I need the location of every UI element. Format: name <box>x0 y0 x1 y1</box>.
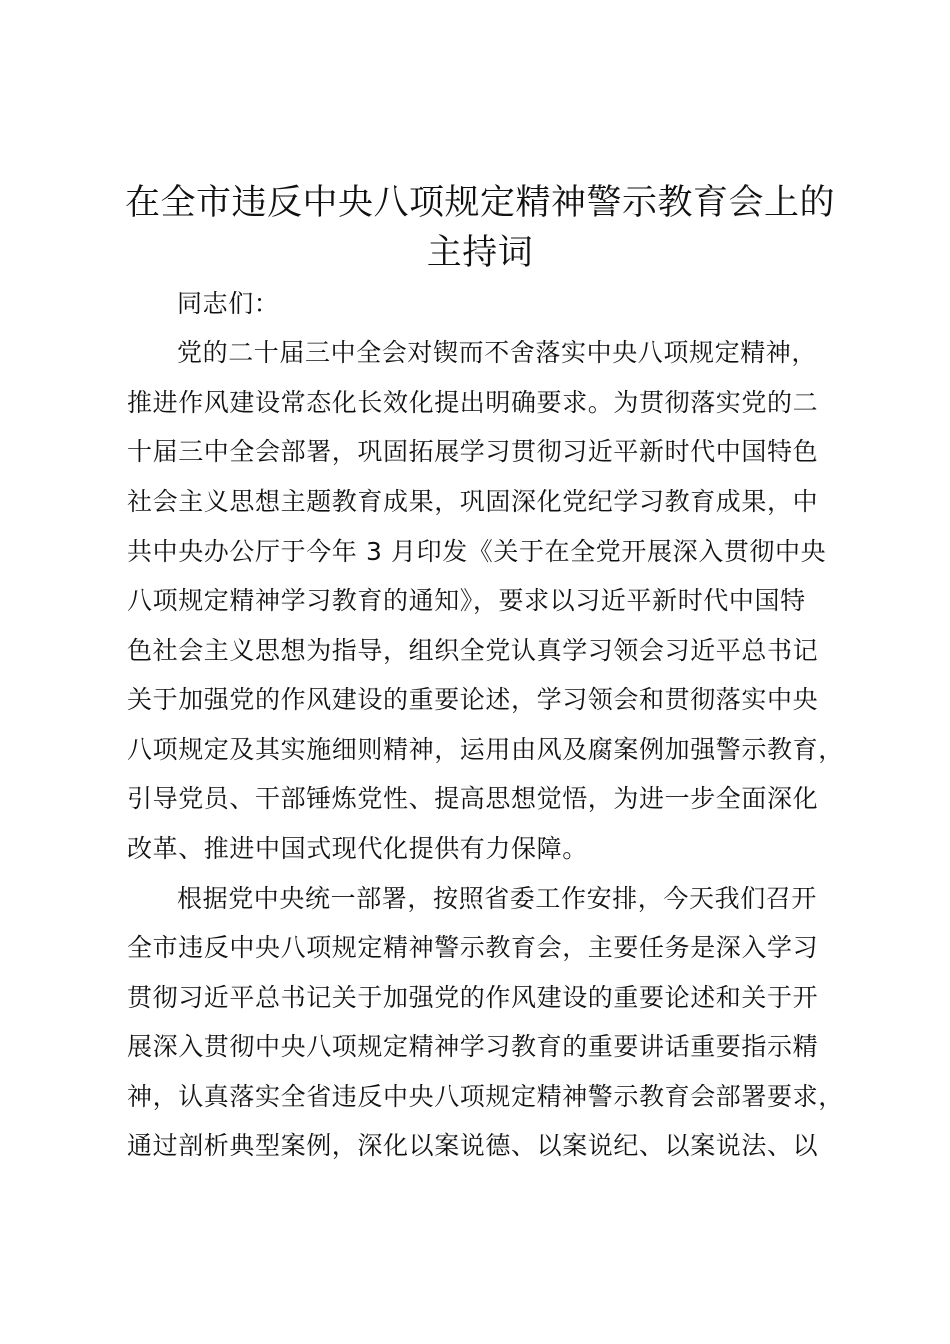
paragraph-1-line-6: 八项规定精神学习教育的通知》，要求以习近平新时代中国特 <box>127 586 806 615</box>
title-line-1: 在全市违反中央八项规定精神警示教育会上的 <box>124 183 835 223</box>
title-line-2: 主持词 <box>426 233 534 273</box>
paragraph-1-line-10: 引导党员、干部锤炼党性、提高思想觉悟，为进一步全面深化 <box>127 784 819 813</box>
paragraph-1-line-4: 社会主义思想主题教育成果，巩固深化党纪学习教育成果，中 <box>127 487 819 516</box>
paragraph-1-line-7: 色社会主义思想为指导，组织全党认真学习领会习近平总书记 <box>127 636 819 665</box>
paragraph-1-line-9: 八项规定及其实施细则精神，运用由风及腐案例加强警示教育， <box>127 735 844 764</box>
paragraph-1-line-5: 共中央办公厅于今年 3 月印发《关于在全党开展深入贯彻中央 <box>127 537 827 566</box>
greeting: 同志们： <box>177 289 280 318</box>
document-title <box>120 178 840 278</box>
paragraph-1-line-2: 推进作风建设常态化长效化提出明确要求。为贯彻落实党的二 <box>127 388 819 417</box>
paragraph-1-line-8: 关于加强党的作风建设的重要论述，学习领会和贯彻落实中央 <box>127 685 819 714</box>
paragraph-1-line-3: 十届三中全会部署，巩固拓展学习贯彻习近平新时代中国特色 <box>127 437 819 466</box>
paragraph-2-line-4: 展深入贯彻中央八项规定精神学习教育的重要讲话重要指示精 <box>127 1032 819 1061</box>
paragraph-2-line-5: 神，认真落实全省违反中央八项规定精神警示教育会部署要求， <box>127 1082 844 1111</box>
paragraph-2-line-2: 全市违反中央八项规定精神警示教育会，主要任务是深入学习 <box>127 933 819 962</box>
paragraph-2-line-1: 根据党中央统一部署，按照省委工作安排，今天我们召开 <box>177 884 818 913</box>
paragraph-2-line-3: 贯彻习近平总书记关于加强党的作风建设的重要论述和关于开 <box>127 983 819 1012</box>
paragraph-1-line-11: 改革、推进中国式现代化提供有力保障。 <box>127 834 588 863</box>
paragraph-2-line-6: 通过剖析典型案例，深化以案说德、以案说纪、以案说法、以 <box>127 1131 819 1160</box>
paragraph-1-line-1: 党的二十届三中全会对锲而不舍落实中央八项规定精神， <box>177 338 818 367</box>
